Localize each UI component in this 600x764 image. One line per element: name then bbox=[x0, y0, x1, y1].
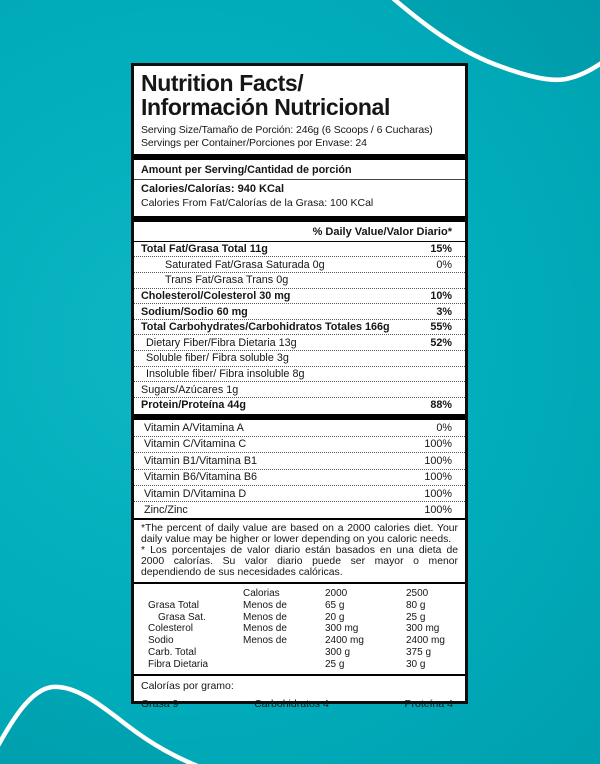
nutrient-label: Total Fat/Grasa Total 11g bbox=[141, 243, 268, 256]
vitamin-label: Vitamin B6/Vitamina B6 bbox=[144, 471, 258, 484]
nutrient-row bbox=[134, 350, 465, 366]
nutrient-row bbox=[134, 256, 465, 272]
ref-cell: Menos de bbox=[243, 635, 287, 647]
calories-per-gram bbox=[134, 674, 465, 716]
nutrient-label: Soluble fiber/ Fibra soluble 3g bbox=[146, 352, 289, 365]
vitamin-value: 100% bbox=[424, 454, 452, 467]
ref-cell: 30 g bbox=[406, 658, 426, 670]
reference-table-row bbox=[148, 647, 457, 659]
nutrient-value: 15% bbox=[430, 243, 452, 256]
title-line1: Nutrition Facts/ bbox=[141, 70, 304, 96]
reference-table-row bbox=[148, 600, 457, 612]
nutrient-value: 55% bbox=[430, 321, 452, 334]
nutrient-value: 3% bbox=[436, 305, 452, 318]
ref-cell: 80 g bbox=[406, 600, 426, 612]
nutrient-label: Saturated Fat/Grasa Saturada 0g bbox=[165, 258, 325, 271]
ref-cell: 25 g bbox=[325, 658, 345, 670]
ref-cell: Carb. Total bbox=[148, 646, 197, 658]
vitamin-value: 0% bbox=[436, 422, 452, 435]
amount-per-serving: Amount per Serving/Cantidad de porción bbox=[134, 160, 465, 180]
ref-cell: 300 mg bbox=[325, 623, 359, 635]
ref-cell: 2400 mg bbox=[406, 635, 445, 647]
vitamin-label: Vitamin D/Vitamina D bbox=[144, 487, 247, 500]
vitamin-value: 100% bbox=[424, 471, 452, 484]
nutrient-value: 0% bbox=[436, 258, 452, 271]
nutrient-row bbox=[134, 334, 465, 350]
ref-cell bbox=[243, 659, 325, 671]
nutrient-row bbox=[134, 397, 465, 413]
nutrient-row bbox=[134, 242, 465, 257]
title-line2: Información Nutricional bbox=[141, 94, 390, 121]
nutrient-row bbox=[134, 272, 465, 288]
ref-cell: Sodio bbox=[148, 635, 174, 647]
serving-size: Serving Size/Tamaño de Porción: 246g (6 Scoops / 6 Cucharas) bbox=[141, 123, 433, 136]
ref-cell: 300 g bbox=[325, 646, 351, 658]
ref-cell: Menos de bbox=[243, 600, 287, 612]
ref-cell: 25 g bbox=[406, 611, 426, 623]
footnote-spanish: * Los porcentajes de valor diario están basados en una dieta de 2000 calorías. Su valor diario puede ser mayor o menor dependiendo de sus necesidades calóricas. bbox=[141, 545, 458, 579]
ref-cell: Fibra Dietaria bbox=[148, 658, 209, 670]
nutrition-label bbox=[131, 63, 468, 711]
ref-header-cell: Calorias bbox=[243, 588, 280, 600]
vitamin-value: 100% bbox=[424, 438, 452, 451]
cpg-carbs: Carbohidratos 4 bbox=[254, 698, 329, 711]
ref-cell: 20 g bbox=[325, 611, 345, 623]
nutrient-row bbox=[134, 303, 465, 319]
nutrient-label: Sugars/Azúcares 1g bbox=[141, 383, 239, 396]
nutrient-label: Protein/Proteína 44g bbox=[141, 399, 246, 412]
nutrient-label: Trans Fat/Grasa Trans 0g bbox=[165, 274, 289, 287]
vitamin-label: Vitamin B1/Vitamina B1 bbox=[144, 454, 258, 467]
nutrient-rows bbox=[134, 242, 465, 413]
nutrient-value: 88% bbox=[430, 399, 452, 412]
vitamin-value: 100% bbox=[424, 487, 452, 500]
footnote bbox=[134, 518, 465, 583]
vitamin-row bbox=[134, 469, 465, 485]
servings-per-container: Servings per Container/Porciones por Envase: 24 bbox=[141, 136, 367, 149]
nutrient-value: 52% bbox=[430, 336, 452, 349]
cpg-protein: Proteína 4 bbox=[404, 698, 453, 711]
reference-table bbox=[134, 582, 465, 674]
vitamin-row bbox=[134, 452, 465, 468]
reference-table-row bbox=[148, 635, 457, 647]
reference-table-row bbox=[148, 612, 457, 624]
reference-table-header bbox=[148, 588, 457, 600]
footnote-english: *The percent of daily value are based on a 2000 calories diet. Your daily value may be higher or lower depending on you caloric needs. bbox=[141, 522, 458, 545]
ref-cell: 65 g bbox=[325, 600, 345, 612]
vitamin-row bbox=[134, 420, 465, 435]
label-title bbox=[134, 66, 465, 121]
nutrient-row bbox=[134, 319, 465, 335]
cpg-fat: Grasa 9 bbox=[141, 698, 179, 711]
ref-cell: Grasa Sat. bbox=[158, 611, 206, 623]
ref-cell: Colesterol bbox=[148, 623, 194, 635]
ref-cell: 2400 mg bbox=[325, 635, 364, 647]
calories-block bbox=[134, 180, 465, 214]
ref-cell: 375 g bbox=[406, 646, 432, 658]
ref-cell: 300 mg bbox=[406, 623, 440, 635]
nutrient-row bbox=[134, 381, 465, 397]
nutrient-label: Sodium/Sodio 60 mg bbox=[141, 305, 248, 318]
vitamin-row bbox=[134, 485, 465, 501]
vitamin-label: Zinc/Zinc bbox=[144, 504, 188, 517]
nutrient-label: Cholesterol/Colesterol 30 mg bbox=[141, 289, 291, 302]
nutrient-row bbox=[134, 288, 465, 304]
nutrient-row bbox=[134, 366, 465, 382]
nutrient-label: Insoluble fiber/ Fibra insoluble 8g bbox=[146, 367, 305, 380]
calories-value: Calories/Calorías: 940 KCal bbox=[141, 183, 285, 195]
ref-cell: Menos de bbox=[243, 623, 287, 635]
nutrient-label: Dietary Fiber/Fibra Dietaria 13g bbox=[146, 336, 297, 349]
reference-table-row bbox=[148, 659, 457, 671]
nutrient-label: Total Carbohydrates/Carbohidratos Totales 166g bbox=[141, 321, 390, 334]
vitamin-row bbox=[134, 501, 465, 517]
vitamin-rows bbox=[134, 420, 465, 517]
vitamin-row bbox=[134, 436, 465, 452]
nutrient-value: 10% bbox=[430, 289, 452, 302]
ref-cell bbox=[243, 647, 325, 659]
ref-cell: Menos de bbox=[243, 611, 287, 623]
calories-from-fat: Calories From Fat/Calorías de la Grasa: 100 KCal bbox=[141, 196, 374, 209]
reference-table-row bbox=[148, 623, 457, 635]
ref-header-cell: 2000 bbox=[325, 588, 348, 600]
ref-header-cell bbox=[148, 588, 243, 600]
calories-per-gram-values bbox=[134, 693, 465, 716]
ref-cell: Grasa Total bbox=[148, 600, 199, 612]
ref-header-cell: 2500 bbox=[406, 588, 429, 600]
vitamin-value: 100% bbox=[424, 504, 452, 517]
vitamin-label: Vitamin C/Vitamina C bbox=[144, 438, 247, 451]
vitamin-label: Vitamin A/Vitamina A bbox=[144, 422, 244, 435]
daily-value-header: % Daily Value/Valor Diario* bbox=[134, 222, 465, 242]
calories-per-gram-title: Calorías por gramo: bbox=[141, 680, 234, 693]
